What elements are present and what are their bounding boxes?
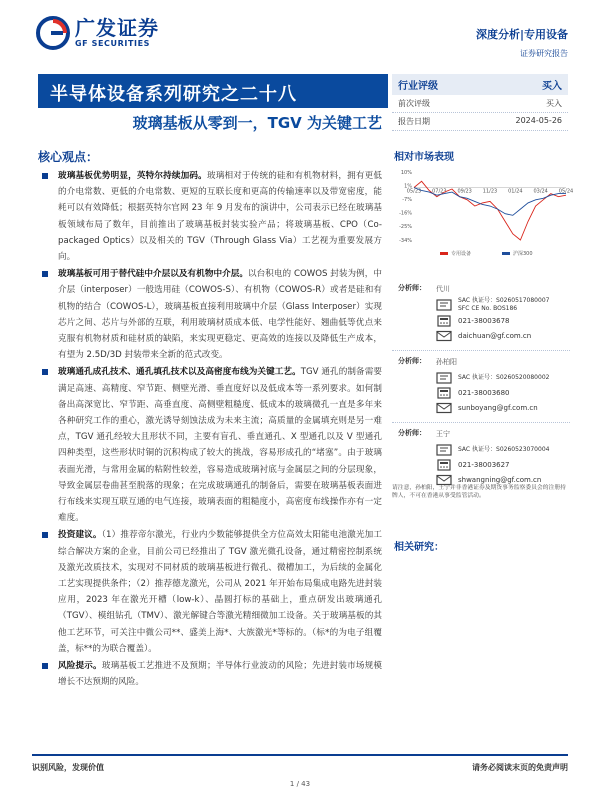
analyst-divider <box>392 422 570 423</box>
legend-swatch <box>502 252 510 255</box>
x-tick-label: 05/24 <box>558 188 574 195</box>
y-tick-label: -34% <box>399 237 412 244</box>
rating-row-label: 报告日期 <box>398 117 430 126</box>
report-subtitle: 玻璃基板从零到一，TGV 为关键工艺 <box>132 114 382 132</box>
y-tick-label: 1% <box>404 183 412 190</box>
x-tick-label: 01/24 <box>508 188 523 195</box>
x-tick-label: 09/23 <box>457 188 472 195</box>
analyst-cert: SAC 执证号：S0260520080002 <box>458 373 550 381</box>
bullet-text: 玻璃相对于传统的硅和有机物材料，拥有更低的介电常数、更低的介电常数、更短的互联长度和更高的传输速率以及带宽密度，能耗可以有效降低；根据英特尔官网 23 年 9 月发布的演讲中，公司表示已经在玻璃基板领域布局了数年，目前推出了玻璃基板封装实验产品；将玻璃基板、CPO（Co-packaged Optics）以及相关的 TGV（Through Glass Via）工艺视为重要发展方向。 <box>58 171 382 263</box>
analyst-list <box>392 282 570 494</box>
logo-cn-text: 广发证券 <box>75 16 159 40</box>
gf-logo-icon <box>36 16 70 50</box>
analyst-role: 分析师： <box>398 284 426 292</box>
bullet-point <box>40 168 382 265</box>
x-tick-label: 05/23 <box>406 188 422 195</box>
analyst-email[interactable]: sunboyang@gf.com.cn <box>458 403 538 412</box>
related-research-title: 相关研究： <box>394 542 444 553</box>
bullet-heading: 投资建议。 <box>58 530 102 541</box>
rating-header <box>392 74 568 95</box>
analyst-card <box>392 282 570 343</box>
analyst-phone: 021-38003680 <box>458 388 510 397</box>
analyst-card <box>392 355 570 415</box>
company-logo <box>36 16 159 50</box>
rating-row-value: 2024-05-26 <box>515 116 562 125</box>
footer-disclaimer: 请务必阅读末页的免责声明 <box>472 763 568 772</box>
logo-en-text: GF SECURITIES <box>75 39 151 48</box>
analyst-phone: 021-38003627 <box>458 460 510 469</box>
report-title: 半导体设备系列研究之二十八 <box>38 74 388 108</box>
rating-label: 行业评级 <box>398 81 438 92</box>
analyst-name: 孙柏阳 <box>436 358 457 366</box>
certificate-icon <box>436 299 452 311</box>
analyst-email[interactable]: daichuan@gf.com.cn <box>458 331 532 340</box>
header-right <box>476 26 568 59</box>
bullet-point <box>40 658 382 690</box>
disclaimer-note: 请注意，孙柏阳，王宁并非香港证券及期货事务监察委员会的注册持牌人，不可在香港从事受监管活动。 <box>392 485 566 499</box>
analyst-cert: SAC 执证号：S0260517080007 <box>458 297 550 304</box>
analyst-phone: 021-38003678 <box>458 316 510 325</box>
legend-swatch <box>440 252 448 255</box>
y-tick-label: -25% <box>399 224 412 231</box>
bullet-text: （1）推荐帝尔激光，行业内少数能够提供全方位高效太阳能电池激光加工综合解决方案的企业，目前公司已经推出了 TGV 激光微孔设备，通过精密控制系统及激光改质技术，实现对不同材质的玻璃基板进行微孔、微槽加工，为后续的金属化工艺实现提供条件；（2）推荐德龙激光，公司从 2021 年开始布局集成电路先进封装应用，2023 年在激光开槽（low-k）、晶圆打标的基础上，重点研发出玻璃通孔（TGV）、模组钻孔（TMV）、激光解键合等激光精细微加工设备。关于玻璃基板的其他工艺环节，可关注中微公司**、盛美上海*、大族激光*等标的。（标*的为电子组覆盖，标**的为联合覆盖）。 <box>58 530 382 654</box>
legend-label: 专用设备 <box>451 251 472 257</box>
page-number: 1 / 43 <box>289 780 311 788</box>
bullet-text: 玻璃基板工艺推进不及预期；半导体行业波动的风险；先进封装市场规模增长不达预期的风险。 <box>58 661 382 688</box>
core-points <box>40 168 382 691</box>
bullet-heading: 玻璃通孔成孔技术、通孔填孔技术以及高密度布线为关键工艺。 <box>58 367 301 378</box>
bullet-point <box>40 266 382 363</box>
report-type: 深度分析|专用设备 <box>475 28 568 41</box>
phone-icon <box>436 387 452 399</box>
rating-box <box>392 74 568 131</box>
analyst-divider <box>392 350 570 351</box>
analyst-role: 分析师： <box>398 357 426 365</box>
y-tick-label: 10% <box>400 169 412 176</box>
report-kind: 证券研究报告 <box>520 49 568 58</box>
rating-row <box>392 95 568 113</box>
analyst-name: 王宁 <box>436 430 450 438</box>
page-header <box>0 0 600 66</box>
bullet-heading: 玻璃基板优势明显，英特尔持续加码。 <box>58 171 207 181</box>
core-title: 核心观点： <box>38 150 99 164</box>
chart-title: 相对市场表现 <box>394 152 454 163</box>
bullet-heading: 风险提示。 <box>58 661 102 672</box>
email-icon <box>436 330 452 342</box>
analyst-name: 代川 <box>436 285 450 293</box>
email-icon <box>436 402 452 414</box>
analyst-hk-cert: SFC CE No. BOS186 <box>458 305 518 312</box>
analyst-cert: SAC 执证号：S0260523070004 <box>458 445 550 453</box>
bullet-point <box>40 364 382 526</box>
phone-icon <box>436 315 452 327</box>
phone-icon <box>436 459 452 471</box>
footer-rule <box>32 754 568 756</box>
relative-performance-chart <box>392 166 574 262</box>
analyst-email[interactable]: shwangning@gf.com.cn <box>458 475 542 484</box>
bullet-text: 以台积电的 COWOS 封装为例，中介层（interposer）一般选用硅（COWOS-S）、有机物（COWOS-R）或者是硅和有机物的结合（COWOS-L），玻璃基板直接利用玻璃中介层（Glass Interposer）实现芯片之间、芯片与外部的互联，利用玻璃材质成本低、电学性能好、翘曲低等优点来克服有机物材质和硅材质的缺陷，来实现更稳定、更高效的连接以及降低生产成本，有望为 2.5D/3D 封装带来全新的范式改变。 <box>58 269 382 361</box>
x-tick-label: 11/23 <box>482 188 498 195</box>
analyst-card <box>392 427 570 487</box>
legend-label: 沪深300 <box>513 251 533 257</box>
certificate-icon <box>436 372 452 384</box>
certificate-icon <box>436 444 452 456</box>
analyst-role: 分析师： <box>398 429 426 437</box>
bullet-heading: 玻璃基板可用于替代硅中介层以及有机物中介层。 <box>58 269 248 280</box>
footer-slogan: 识别风险，发现价值 <box>32 763 104 772</box>
rating-row-label: 前次评级 <box>398 99 430 108</box>
bullet-point <box>40 527 382 657</box>
x-tick-label: 03/24 <box>533 188 548 195</box>
y-tick-label: -16% <box>399 210 412 217</box>
rating-row-value: 买入 <box>546 99 562 108</box>
rating-row <box>392 113 568 131</box>
y-tick-label: -7% <box>402 197 412 203</box>
bullet-text: TGV 通孔的制备需要满足高速、高精度、窄节距、侧壁光滑、垂直度好以及低成本等一系列要求。如何制备出高深宽比、窄节距、高垂直度、高侧壁粗糙度、低成本的玻璃微孔一直是多年来各种研究工作的重心，激光诱导刻蚀法成为未来主流；高质量的金属填充则是另一难点，TGV 通孔经较大且形状不同，主要有盲孔、垂直通孔、X 型通孔以及 V 型通孔四种类型，这些形状时铜的沉积构成了较大的挑战，容易形成孔的“堵塞”。由于玻璃表面光滑，与常用金属的粘附性较差，容易造成玻璃衬底与金属层之间的分层现象，导致金属层卷曲甚至脱落的现象；在完成玻璃通孔的制备后，需要在玻璃基板表面进行布线来实现互联互通的电气连接，玻璃表面的粗糙度小，高密度布线操作亦有一定难度。 <box>58 367 382 524</box>
page-footer <box>0 754 600 800</box>
x-tick-label: 07/23 <box>432 188 447 195</box>
rating-value: 买入 <box>542 81 562 92</box>
